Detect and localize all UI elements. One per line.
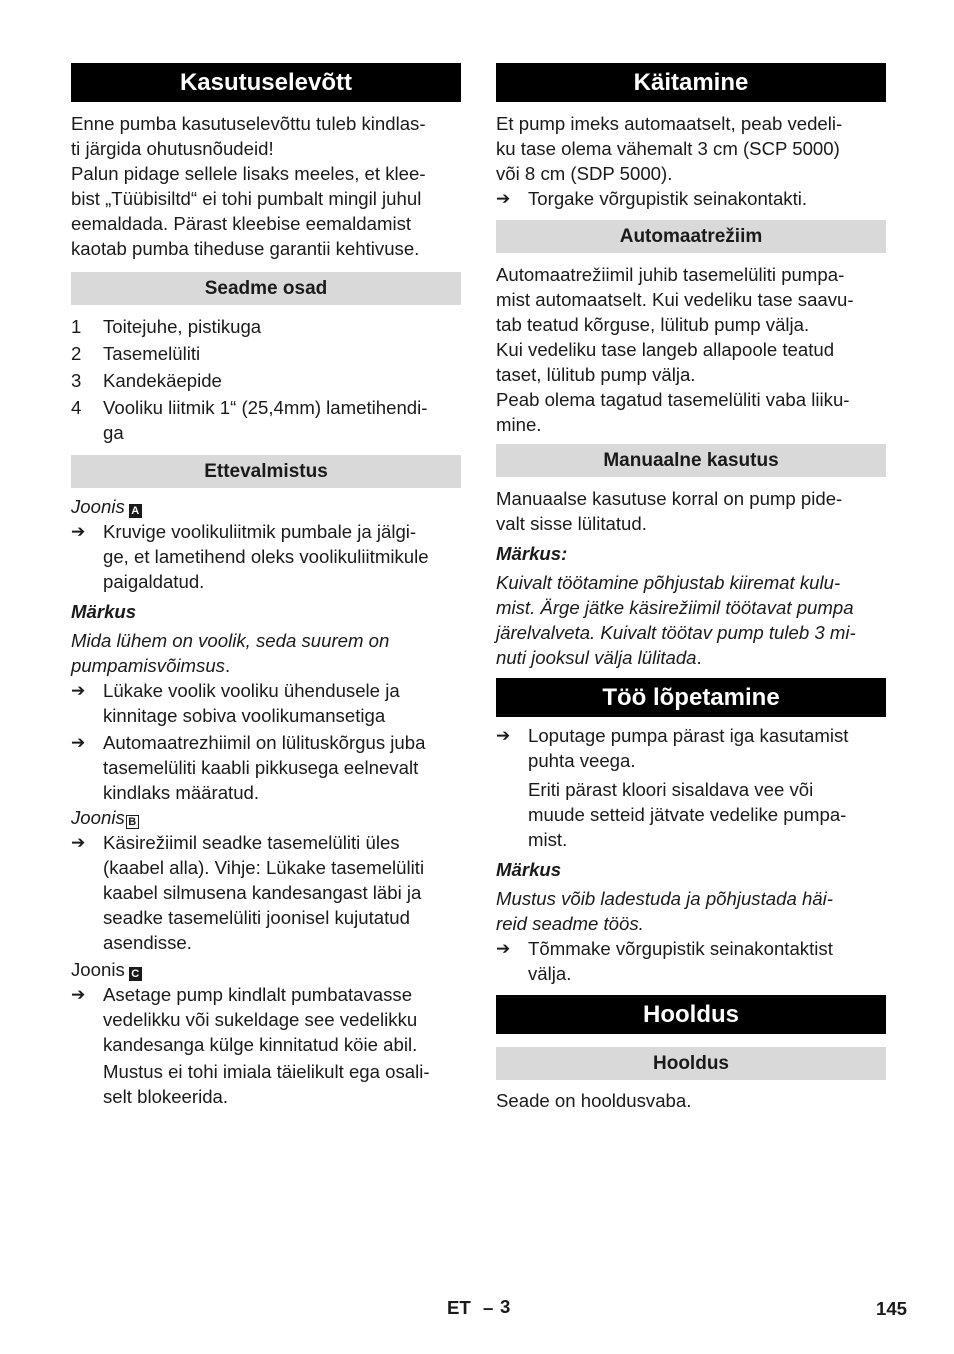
instruction-step [71, 730, 461, 805]
step-line: kindlaks määratud. [103, 782, 260, 803]
step-line: puhta veega. [528, 750, 636, 771]
text-line: Manuaalse kasutuse korral on pump pide- [496, 488, 843, 509]
step-line: Kruvige voolikuliitmik pumbale ja jälgi- [103, 521, 417, 542]
step-continuation [71, 1059, 461, 1109]
arrow-right-icon: ➔ [496, 726, 511, 745]
step-line: Automaatrezhiimil on lülituskõrgus juba [103, 732, 426, 753]
list-item [71, 368, 461, 393]
instruction-step [71, 519, 461, 594]
text-line: mine. [496, 414, 542, 435]
step-line: muude setteid jätvate vedelike pumpa- [528, 804, 847, 825]
step-line: Lükake voolik vooliku ühendusele ja [103, 680, 400, 701]
step-line: Käsirežiimil seadke tasemelüliti üles [103, 832, 400, 853]
step-line: Eriti pärast kloori sisaldava vee või [528, 779, 814, 800]
right-column [496, 63, 886, 1113]
footer-language: ET [447, 1297, 471, 1318]
arrow-right-icon: ➔ [71, 522, 86, 541]
step-line: Torgake võrgupistik seinakontakti. [528, 188, 808, 209]
subheading-seadme-osad: Seadme osad [71, 272, 461, 305]
intro-line: Palun pidage sellele lisaks meeles, et klee- [71, 163, 426, 184]
note-line: reid seadme töös. [496, 913, 644, 934]
maintenance-text: Seade on hooldusvaba. [496, 1090, 692, 1111]
footer-dash: – [483, 1297, 494, 1318]
subheading-manuaalne-kasutus: Manuaalne kasutus [496, 444, 886, 477]
step-line: paigaldatud. [103, 571, 205, 592]
list-item-text [103, 395, 461, 445]
step-line: Asetage pump kindlalt pumbatavasse [103, 984, 413, 1005]
intro-line: või 8 cm (SDP 5000). [496, 163, 673, 184]
note-line: Mustus võib ladestuda ja põhjustada häi- [496, 888, 833, 909]
step-line: (kaabel alla). Vihje: Lükake tasemelüliti [103, 857, 425, 878]
step-line: ge, et lametihend oleks voolikuliitmikule [103, 546, 429, 567]
step-line: kinnitage sobiva voolikumansetiga [103, 705, 386, 726]
text-line: taset, lülitub pump välja. [496, 364, 696, 385]
step-line: seadke tasemelüliti joonisel kujutatud [103, 907, 410, 928]
operation-intro [496, 111, 886, 186]
intro-line: kaotab pumba tiheduse garantii kehtivuse. [71, 238, 420, 259]
page-number: 145 [876, 1298, 908, 1319]
arrow-right-icon: ➔ [71, 681, 86, 700]
step-line: kandesanga külge kinnitatud köie abil. [103, 1034, 418, 1055]
section-title-too-lopetamine: Töö lõpetamine [496, 678, 886, 717]
list-item-text: Tasemelüliti [103, 343, 201, 364]
instruction-step [71, 830, 461, 955]
text-line: mist automaatselt. Kui vedeliku tase saavu- [496, 289, 854, 310]
list-item [71, 395, 461, 445]
list-item-line: Vooliku liitmik 1“ (25,4mm) lametihendi- [103, 397, 428, 418]
note-label: Märkus [71, 601, 137, 622]
step-line: kaabel silmusena kandesangast läbi ja [103, 882, 422, 903]
intro-line: bist „Tüübisiltd“ ei tohi pumbalt mingil juhul [71, 188, 422, 209]
section-title-hooldus: Hooldus [496, 995, 886, 1034]
left-column [71, 63, 461, 1109]
list-item [71, 341, 461, 366]
note-label: Märkus: [496, 543, 568, 564]
text-line: Kui vedeliku tase langeb allapoole teatud [496, 339, 835, 360]
list-item-text: Kandekäepide [103, 370, 222, 391]
arrow-right-icon: ➔ [71, 985, 86, 1004]
instruction-step [71, 982, 461, 1057]
note-text [496, 570, 886, 670]
subheading-automaatreziim: Automaatrežiim [496, 220, 886, 253]
text-line: Automaatrežiimil juhib tasemelüliti pumpa- [496, 264, 845, 285]
intro-line: ku tase olema vähemalt 3 cm (SCP 5000) [496, 138, 840, 159]
note-line: järelvalveta. Kuivalt töötav pump tuleb 3 mi- [496, 622, 856, 643]
note-text [71, 628, 461, 678]
note-line: Mida lühem on voolik, seda suurem on [71, 630, 390, 651]
figure-label: Joonis [71, 807, 125, 828]
step-line: asendisse. [103, 932, 192, 953]
intro-paragraph [71, 111, 461, 261]
step-line: vedelikku või sukeldage see vedelikku [103, 1009, 418, 1030]
section-title-kasutuselevott: Kasutuselevõtt [71, 63, 461, 102]
list-item-text: Toitejuhe, pistikuga [103, 316, 262, 337]
figure-ref-c [71, 957, 461, 982]
subheading-ettevalmistus: Ettevalmistus [71, 455, 461, 488]
list-item-number: 4 [71, 397, 82, 418]
figure-ref-b [71, 805, 461, 830]
note-label: Märkus [496, 859, 562, 880]
instruction-step [496, 723, 886, 773]
arrow-right-icon: ➔ [71, 733, 86, 752]
subheading-hooldus: Hooldus [496, 1047, 886, 1080]
step-line: välja. [528, 963, 572, 984]
footer-section-page: 3 [500, 1296, 511, 1317]
list-item-number: 2 [71, 343, 82, 364]
figure-b-icon: B [126, 815, 139, 829]
instruction-step [71, 678, 461, 728]
figure-c-icon: C [129, 967, 142, 981]
step-line: Tõmmake võrgupistik seinakontaktist [528, 938, 833, 959]
step-line: selt blokeerida. [103, 1086, 229, 1107]
figure-a-icon: A [129, 504, 142, 518]
instruction-step [496, 936, 886, 986]
step-line: mist. [528, 829, 568, 850]
note-line: mist. Ärge jätke käsirežiimil töötavat pumpa [496, 597, 854, 618]
note-period: . [224, 655, 231, 676]
intro-line: ti järgida ohutusnõudeid! [71, 138, 274, 159]
step-continuation [496, 777, 886, 852]
text-line: Peab olema tagatud tasemelüliti vaba liiku- [496, 389, 850, 410]
intro-line: Et pump imeks automaatselt, peab vedeli- [496, 113, 843, 134]
list-item-number: 1 [71, 316, 82, 337]
note-text [496, 886, 886, 936]
figure-label: Joonis [71, 959, 125, 980]
list-item-number: 3 [71, 370, 82, 391]
auto-mode-text [496, 262, 886, 437]
arrow-right-icon: ➔ [496, 939, 511, 958]
arrow-right-icon: ➔ [496, 189, 511, 208]
figure-label: Joonis [71, 496, 125, 517]
arrow-right-icon: ➔ [71, 833, 86, 852]
manual-mode-text [496, 486, 886, 536]
section-title-kaitamine: Käitamine [496, 63, 886, 102]
figure-ref-a [71, 494, 461, 519]
note-line: Kuivalt töötamine põhjustab kiiremat kulu- [496, 572, 841, 593]
text-line: valt sisse lülitatud. [496, 513, 647, 534]
list-item [71, 314, 461, 339]
parts-list [71, 314, 461, 445]
intro-line: eemaldada. Pärast kleebise eemaldamist [71, 213, 412, 234]
note-line: nuti jooksul välja lülitada [496, 647, 697, 668]
note-period: . [696, 647, 702, 668]
step-line: tasemelüliti kaabli pikkusega eelnevalt [103, 757, 419, 778]
note-line: pumpamisvõimsus [71, 655, 225, 676]
text-line: tab teatud kõrguse, lülitub pump välja. [496, 314, 810, 335]
step-line: Mustus ei tohi imiala täielikult ega osali- [103, 1061, 430, 1082]
step-line: Loputage pumpa pärast iga kasutamist [528, 725, 849, 746]
instruction-step [496, 186, 886, 211]
list-item-line: ga [103, 422, 124, 443]
intro-line: Enne pumba kasutuselevõttu tuleb kindlas- [71, 113, 426, 134]
